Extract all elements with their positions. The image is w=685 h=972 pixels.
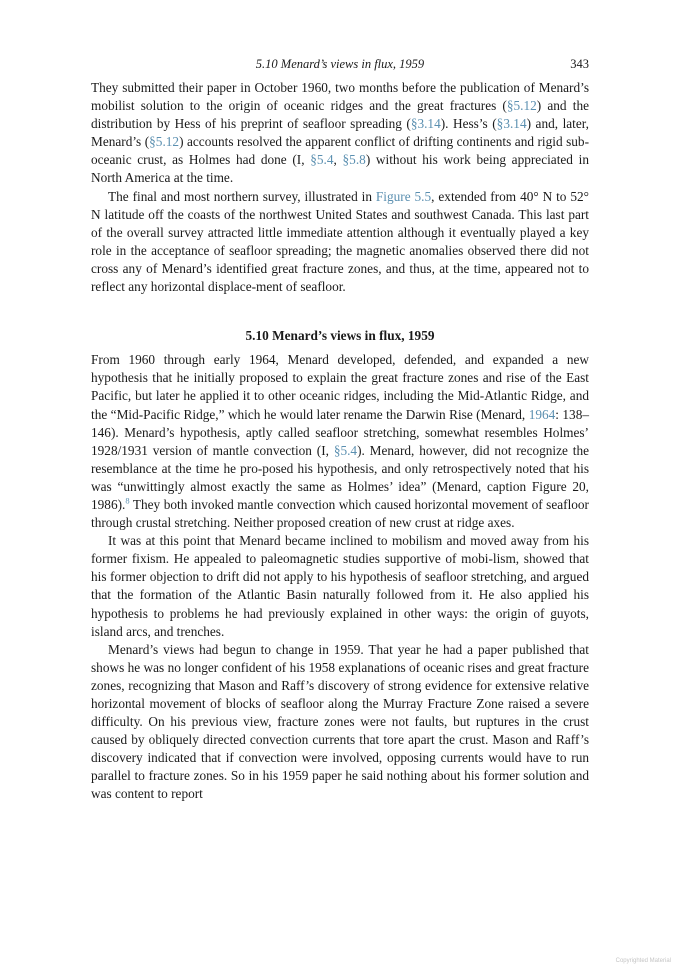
text-run: , extended from 40° N to 52° N latitude off the coasts of the northwest United States and southwest Canada. This last part of the overall survey attracted little immediate attention although it eventually played a key role in the acceptance of seafloor spreading; the magnetic anomalies observed there did not cross any of Menard’s identified great fracture zones, and thus, at the time, appeared not to reflect any horizontal displace-ment of seafloor. <box>91 188 589 295</box>
section-body <box>91 351 589 803</box>
text-run: ). Menard, however, did not recognize the resemblance at the time he pro-posed his hypothesis, and only retrospectively noted that his was “unwittingly almost exactly the same as Holmes’ idea” (Menard, caption Figure 20, 1986). <box>91 442 589 512</box>
running-header <box>91 55 589 73</box>
cross-reference-link[interactable]: Figure 5.5 <box>375 188 432 204</box>
cross-reference-link[interactable]: §5.8 <box>342 152 366 168</box>
paragraph <box>91 351 589 532</box>
opening-paragraphs <box>91 79 589 296</box>
cross-reference-link[interactable]: §3.14 <box>496 116 527 132</box>
text-run: ) without his work being appreciated in North America at the time. <box>91 152 589 186</box>
text-run: They submitted their paper in October 1960, two months before the publication of Menard’s mobilist solution to the origin of oceanic ridges and the great fractures ( <box>91 80 589 114</box>
paragraph <box>91 532 589 641</box>
cross-reference-link[interactable]: §5.12 <box>149 134 180 150</box>
copyright-watermark: Copyrighted Material <box>615 958 671 964</box>
text-run: From 1960 through early 1964, Menard developed, defended, and expanded a new hypothesis that he initially proposed to explain the great fracture zones and rise of the East Pacific, but later he applied it to other oceanic ridges, including the Mid-Atlantic Ridge, and the “Mid-Pacific Ridge,” which he would later rename the Darwin Rise (Menard, <box>91 352 589 422</box>
cross-reference-link[interactable]: §5.4 <box>310 152 334 168</box>
paragraph <box>91 641 589 804</box>
paragraph <box>91 79 589 188</box>
cross-reference-link[interactable]: §5.4 <box>333 442 358 458</box>
body-text <box>91 79 589 804</box>
footnote-marker[interactable]: 8 <box>125 495 130 506</box>
text-run: ). Hess’s ( <box>440 116 497 132</box>
cross-reference-link[interactable]: §3.14 <box>410 116 441 132</box>
text-run: It was at this point that Menard became inclined to mobilism and moved away from his former fixism. He appealed to paleomagnetic studies supportive of mobi-lism, showed that his former objection to drift did not apply to his hypothesis of seafloor stretching, and argued that the formation of the Atlantic Basin naturally followed from it. He also applied his hypothesis to problems he had previously explained in other ways: the origin of guyots, island arcs, and trenches. <box>91 533 589 639</box>
running-title: 5.10 Menard’s views in flux, 1959 <box>255 57 425 71</box>
text-run: ) accounts resolved the apparent conflict of drifting continents and rigid sub-oceanic crust, as Holmes had done (I, <box>91 134 589 168</box>
cross-reference-link[interactable]: 1964 <box>528 406 556 422</box>
text-run: Menard’s views had begun to change in 1959. That year he had a paper published that shows he was no longer confident of his 1958 explanations of oceanic rises and great fracture zones, recognizing that Mason and Raff’s discovery of strong evidence for extensive relative horizontal movement of blocks of seafloor along the Murray Fracture Zone raised a severe difficulty. On his previous view, fracture zones were not faults, but ruptures in the crust caused by obliquely directed convection currents that tore apart the crust. Mason and Raff’s discovery indicated that if convection were involved, opposing currents would have to run parallel to fracture zones. So in his 1959 paper he said nothing about his former solution and was content to report <box>91 641 589 802</box>
cross-reference-link[interactable]: §5.12 <box>506 98 537 114</box>
text-run: ) and, later, Menard’s ( <box>91 116 589 150</box>
text-run: , <box>333 152 343 168</box>
text-run: They both invoked mantle convection which caused horizontal movement of seafloor through crustal stretching. Neither proposed creation of new crust at ridge axes. <box>91 496 589 531</box>
text-run: ) and the distribution by Hess of his preprint of seafloor spreading ( <box>91 98 589 132</box>
paragraph <box>91 188 589 297</box>
text-run: The final and most northern survey, illustrated in <box>108 188 376 204</box>
text-run: : 138–146). Menard’s hypothesis, aptly called seafloor stretching, somewhat resembles Holmes’ 1928/1931 version of mantle convection (I, <box>91 406 589 458</box>
section-heading: 5.10 Menard’s views in flux, 1959 <box>245 328 435 344</box>
page-number: 343 <box>570 57 589 71</box>
